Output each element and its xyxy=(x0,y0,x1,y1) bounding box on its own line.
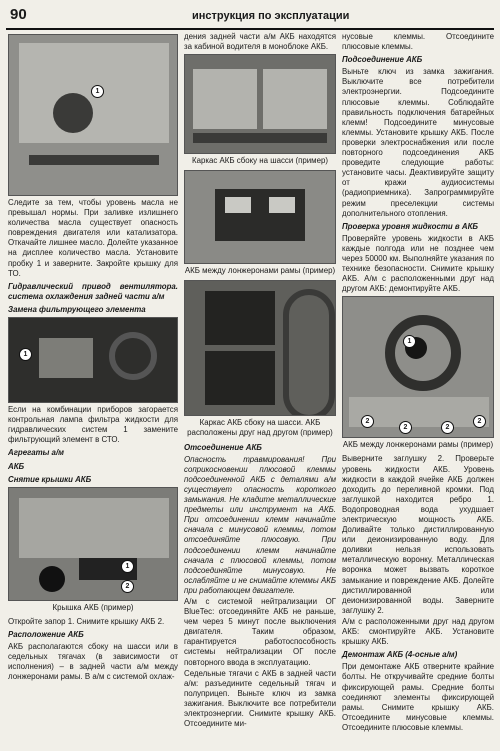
location-continued: дения задней части а/м АКБ находятся за кабиной водителя в моноблоке АКБ. xyxy=(184,32,336,52)
warning-paragraph: Опасность травмирования! При соприкосновении плюсовой клеммы подсоединенной АКБ с деталями а/м существует опасность короткого замыкания. Не кладите металлические предметы или инструмент на АКБ. При отсоединении клемм начинайте сначала с минусовой клеммы, потом отсоединяйте плюсовую. При подсоединении клемм начинайте сначала с плюсовой клеммы, потом подсоединяйте минусовую. Не ослабляйте и не снимайте клеммы АКБ при работающем двигателе. xyxy=(184,454,336,595)
filter-paragraph: Если на комбинации приборов загорается контрольная лампа фильтра жидкости для гидравлических систем 1 замените фильтрующий элемент в СТО. xyxy=(8,405,178,445)
heading-removal-4axle: Демонтаж АКБ (4-осные а/м) xyxy=(342,650,458,660)
callout-1: 1 xyxy=(91,85,104,98)
callout-1: 1 xyxy=(19,348,32,361)
page-number: 90 xyxy=(10,6,27,23)
caption-between-rails: АКБ между лонжеронами рамы (пример) xyxy=(184,266,336,276)
caption-between-rails-right: АКБ между лонжеронами рамы (пример) xyxy=(342,440,494,450)
photo-battery-plug xyxy=(342,296,494,438)
photo-battery-cover xyxy=(8,487,178,601)
callout-1: 1 xyxy=(121,560,134,573)
photo-instrument-cluster xyxy=(8,317,178,403)
photo-battery-frame-side xyxy=(184,54,336,154)
connect-paragraph: Выньте ключ из замка зажигания. Выключите все потребители электроэнергии. Подсоедините плюсовые клеммы. Соблюдайте правильность подключения батарейных клемм! Подсоедините минусовые клеммы. Установите крышку АКБ. После проверки электроснабжения или после повторного подсоединения АКБ проведите следующие работы: установите часы. Деактивируйте защиту от кражи аудиосистемы (радиоприемника). Запрограммируйте режим преселекции системы дополнительного отопления. xyxy=(342,67,494,218)
tractor-paragraph: Седельные тягачи с АКБ в задней части а/м: разъедините седельный тягач и полуприцеп. Выньте ключ из замка зажигания. Выключите все потребители электроэнергии. Снимите крышку АКБ. Отсоедините ми- xyxy=(184,668,336,729)
photo-stacked-batteries xyxy=(184,280,336,416)
heading-filter-replacement: Замена фильтрующего элемента xyxy=(8,304,146,314)
plug-paragraph: Выверните заглушку 2. Проверьте уровень жидкости АКБ. Уровень жидкости в каждой ячейке АКБ должен доходить до переливной кромки. Под заглушкой находится ребро 1. Водопроводная вода ухудшает электрическую мощность АКБ. Доливайте только дистиллированную или деионизированную воду. Для доливки нельзя использовать металлическую воронку. Металлическая воронка может вызвать короткое замыкание и повреждение АКБ. Долейте дистиллированной или деионизированной воды. Заверните заглушку 2. xyxy=(342,454,494,615)
photo-battery-between-rails xyxy=(184,170,336,264)
heading-connect: Подсоединение АКБ xyxy=(342,55,423,65)
heading-battery-location: Расположение АКБ xyxy=(8,629,84,639)
callout-2: 2 xyxy=(399,421,412,434)
fluid-check-paragraph: Проверяйте уровень жидкости в АКБ каждые полгода или не позднее чем через 50000 км. Выполняйте указания по технике безопасности. Снимите крышку АКБ. А/м с расположенными друг над другом АКБ: демонтируйте АКБ. xyxy=(342,233,494,294)
page-header xyxy=(6,2,494,30)
callout-2: 2 xyxy=(473,415,486,428)
caption-stacked: Каркас АКБ сбоку на шасси. АКБ расположены друг над другом (пример) xyxy=(187,418,333,438)
callout-1: 1 xyxy=(403,335,416,348)
callout-2: 2 xyxy=(121,580,134,593)
disconnect-continued: нусовые клеммы. Отсоедините плюсовые клеммы. xyxy=(342,32,494,52)
heading-units: Агрегаты а/м xyxy=(8,448,64,458)
location-paragraph: АКБ располагаются сбоку на шасси или в седельных тягачах (в зависимости от исполнения) – в задней части а/м между лонжеронами рамы. В а/м с системой охлаж- xyxy=(8,641,178,682)
column-right xyxy=(342,32,494,734)
caption-battery-cover: Крышка АКБ (пример) xyxy=(52,602,134,612)
heading-battery: АКБ xyxy=(8,461,25,471)
caption-frame-side: Каркас АКБ сбоку на шасси (пример) xyxy=(192,156,328,166)
callout-2: 2 xyxy=(361,415,374,428)
column-left xyxy=(8,32,178,683)
heading-battery-cover-removal: Снятие крышки АКБ xyxy=(8,474,92,484)
column-middle xyxy=(184,32,336,730)
section-title: инструкция по эксплуатации xyxy=(192,10,350,22)
cover-paragraph: Откройте запор 1. Снимите крышку АКБ 2. xyxy=(8,616,165,626)
stacked-mount-paragraph: А/м с расположенными друг над другом АКБ: смонтируйте АКБ. Установите крышку АКБ. xyxy=(342,616,494,647)
bluetec-paragraph: А/м с системой нейтрализации ОГ BlueTec: отсоединяйте АКБ не раньше, чем через 5 минут после выключения двигателя. Таким образом, гарантируется работоспособность системы нейтрализации ОГ после повторного ввода в эксплуатацию. xyxy=(184,596,336,667)
oil-paragraph: Следите за тем, чтобы уровень масла не превышал нормы. При заливке излишнего количества масла существует опасность повреждения двигателя или катализатора. Откачайте лишнее масло. Долейте указанное на дисплее количество масла. Установите пробку 1 и заверните. Закройте крышку для ТО. xyxy=(8,198,178,278)
photo-oil-filler xyxy=(8,34,178,196)
heading-fluid-check: Проверка уровня жидкости в АКБ xyxy=(342,221,479,231)
removal-paragraph: При демонтаже АКБ отверните крайние болты. Не откручивайте средние болты фиксирующей рамы. Средние болты соединяют элементы фиксирующей рамы. Снимите крышку АКБ. Отсоедините минусовые клеммы. Отсоедините плюсовые клеммы. xyxy=(342,662,494,732)
heading-disconnect: Отсоединение АКБ xyxy=(184,442,262,452)
callout-2: 2 xyxy=(441,421,454,434)
heading-fan-drive: Гидравлический привод вентилятора. система охлаждения задней части а/м xyxy=(8,281,178,301)
